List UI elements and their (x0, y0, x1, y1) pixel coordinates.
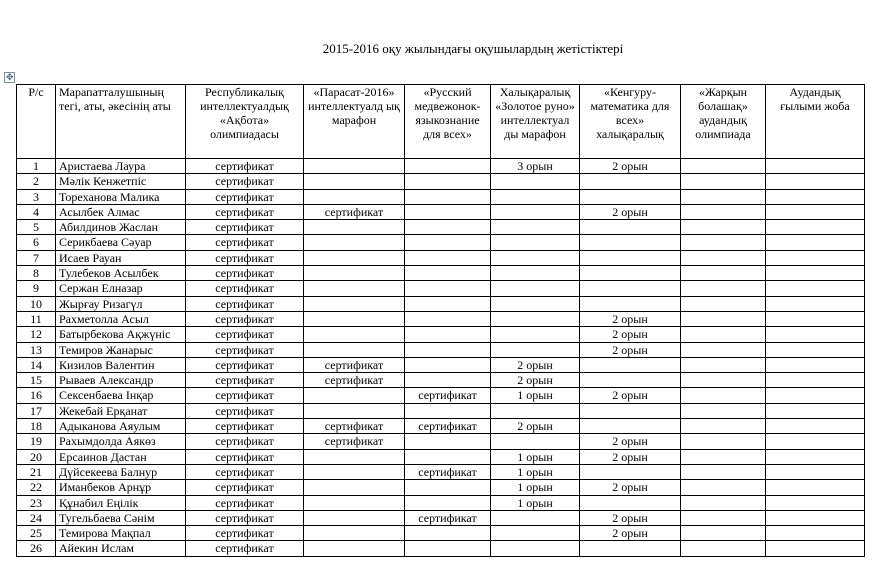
table-row (17, 159, 865, 174)
result-cell (491, 311, 580, 326)
row-number-cell: 2 (17, 174, 56, 189)
result-cell (766, 296, 865, 311)
result-cell (580, 495, 681, 510)
table-row (17, 220, 865, 235)
result-cell: сертификат (304, 204, 405, 219)
student-name-cell: Айекин Ислам (56, 541, 186, 556)
result-cell (580, 419, 681, 434)
student-name-cell: Адыканова Аяулым (56, 419, 186, 434)
row-number-cell: 5 (17, 220, 56, 235)
result-cell: сертификат (186, 342, 304, 357)
table-row (17, 311, 865, 326)
result-cell (766, 449, 865, 464)
table-row (17, 541, 865, 556)
header-cell: «Парасат-2016» интеллектуалд ық марафон (304, 85, 405, 159)
result-cell (766, 159, 865, 174)
result-cell: 1 орын (491, 388, 580, 403)
table-row (17, 327, 865, 342)
student-name-cell: Абилдинов Жаслан (56, 220, 186, 235)
header-cell: Халықаралық «Золотое руно» интеллектуал ды марафон (491, 85, 580, 159)
result-cell (681, 281, 766, 296)
result-cell: 2 орын (580, 311, 681, 326)
result-cell (491, 235, 580, 250)
result-cell: сертификат (304, 419, 405, 434)
result-cell (681, 327, 766, 342)
result-cell: сертификат (186, 174, 304, 189)
row-number-cell: 4 (17, 204, 56, 219)
table-row (17, 526, 865, 541)
result-cell (491, 220, 580, 235)
result-cell (766, 388, 865, 403)
row-number-cell: 3 (17, 189, 56, 204)
result-cell (580, 357, 681, 372)
student-name-cell: Кизилов Валентин (56, 357, 186, 372)
result-cell (491, 434, 580, 449)
result-cell (304, 388, 405, 403)
result-cell (405, 250, 491, 265)
result-cell (405, 373, 491, 388)
result-cell: сертификат (186, 480, 304, 495)
result-cell: сертификат (186, 250, 304, 265)
result-cell: сертификат (186, 281, 304, 296)
result-cell (580, 281, 681, 296)
result-cell (766, 419, 865, 434)
result-cell (766, 357, 865, 372)
result-cell (304, 495, 405, 510)
result-cell (304, 480, 405, 495)
student-name-cell: Жекебай Ерқанат (56, 403, 186, 418)
row-number-cell: 18 (17, 419, 56, 434)
student-name-cell: Рахметолла Асыл (56, 311, 186, 326)
result-cell (304, 266, 405, 281)
result-cell: сертификат (186, 159, 304, 174)
table-row (17, 510, 865, 525)
result-cell (681, 235, 766, 250)
result-cell (405, 403, 491, 418)
result-cell (766, 342, 865, 357)
result-cell (304, 464, 405, 479)
table-row (17, 419, 865, 434)
result-cell (681, 373, 766, 388)
row-number-cell: 20 (17, 449, 56, 464)
result-cell (766, 526, 865, 541)
header-cell: «Кенгуру-математика для всех» халықаралық (580, 85, 681, 159)
row-number-cell: 19 (17, 434, 56, 449)
table-row (17, 266, 865, 281)
result-cell (580, 266, 681, 281)
result-cell (766, 541, 865, 556)
result-cell (405, 434, 491, 449)
result-cell: сертификат (186, 373, 304, 388)
header-cell: Аудандық ғылыми жоба (766, 85, 865, 159)
result-cell (304, 159, 405, 174)
result-cell (681, 419, 766, 434)
row-number-cell: 21 (17, 464, 56, 479)
result-cell: 1 орын (491, 464, 580, 479)
result-cell (304, 403, 405, 418)
result-cell (766, 220, 865, 235)
result-cell (681, 296, 766, 311)
student-name-cell: Тулебеков Асылбек (56, 266, 186, 281)
result-cell (681, 220, 766, 235)
result-cell: сертификат (186, 510, 304, 525)
result-cell: 2 орын (580, 434, 681, 449)
header-cell: Марапатталушының тегі, аты, әкесінің аты (56, 85, 186, 159)
result-cell (405, 296, 491, 311)
table-row (17, 480, 865, 495)
result-cell: сертификат (186, 327, 304, 342)
result-cell (681, 526, 766, 541)
result-cell (405, 204, 491, 219)
result-cell (405, 266, 491, 281)
result-cell: сертификат (186, 541, 304, 556)
result-cell: 2 орын (491, 373, 580, 388)
result-cell (580, 296, 681, 311)
table-row (17, 204, 865, 219)
result-cell (405, 220, 491, 235)
result-cell: 1 орын (491, 449, 580, 464)
result-cell (681, 403, 766, 418)
student-name-cell: Иманбеков Арнұр (56, 480, 186, 495)
result-cell: 2 орын (491, 419, 580, 434)
result-cell: сертификат (186, 266, 304, 281)
table-row (17, 495, 865, 510)
result-cell (405, 327, 491, 342)
result-cell (681, 174, 766, 189)
result-cell (766, 266, 865, 281)
result-cell (304, 296, 405, 311)
result-cell (766, 495, 865, 510)
result-cell (681, 311, 766, 326)
result-cell: сертификат (186, 189, 304, 204)
row-number-cell: 14 (17, 357, 56, 372)
result-cell: сертификат (405, 510, 491, 525)
result-cell: сертификат (186, 495, 304, 510)
row-number-cell: 22 (17, 480, 56, 495)
result-cell: сертификат (186, 434, 304, 449)
student-name-cell: Аристаева Лаура (56, 159, 186, 174)
result-cell: 2 орын (580, 159, 681, 174)
result-cell (681, 266, 766, 281)
result-cell (766, 510, 865, 525)
result-cell: 2 орын (580, 204, 681, 219)
result-cell (491, 204, 580, 219)
result-cell (304, 541, 405, 556)
result-cell (681, 480, 766, 495)
result-cell (681, 388, 766, 403)
row-number-cell: 10 (17, 296, 56, 311)
result-cell: 3 орын (491, 159, 580, 174)
result-cell (405, 311, 491, 326)
student-name-cell: Жырғау Ризагүл (56, 296, 186, 311)
result-cell: 1 орын (491, 495, 580, 510)
row-number-cell: 23 (17, 495, 56, 510)
table-row (17, 357, 865, 372)
student-name-cell: Рахымдолда Аякөз (56, 434, 186, 449)
result-cell (681, 434, 766, 449)
result-cell: сертификат (405, 388, 491, 403)
result-cell (405, 342, 491, 357)
result-cell: 1 орын (491, 480, 580, 495)
table-row (17, 449, 865, 464)
result-cell: сертификат (186, 311, 304, 326)
result-cell: сертификат (186, 526, 304, 541)
result-cell: 2 орын (580, 388, 681, 403)
result-cell (304, 189, 405, 204)
result-cell (766, 281, 865, 296)
row-number-cell: 6 (17, 235, 56, 250)
result-cell (491, 403, 580, 418)
row-number-cell: 13 (17, 342, 56, 357)
result-cell: сертификат (405, 464, 491, 479)
document-title: 2015-2016 оқу жылындағы оқушылардың жетістіктері (322, 41, 624, 56)
result-cell: 2 орын (580, 480, 681, 495)
student-name-cell: Тореханова Малика (56, 189, 186, 204)
table-row (17, 373, 865, 388)
result-cell (681, 342, 766, 357)
result-cell (405, 449, 491, 464)
result-cell (766, 250, 865, 265)
row-number-cell: 26 (17, 541, 56, 556)
result-cell (304, 526, 405, 541)
result-cell: 2 орын (580, 449, 681, 464)
result-cell (491, 174, 580, 189)
result-cell (681, 189, 766, 204)
result-cell (405, 281, 491, 296)
result-cell (766, 373, 865, 388)
result-cell: сертификат (186, 235, 304, 250)
table-row (17, 189, 865, 204)
result-cell: 2 орын (491, 357, 580, 372)
result-cell (766, 403, 865, 418)
result-cell (681, 495, 766, 510)
result-cell (766, 464, 865, 479)
result-cell (766, 235, 865, 250)
table-row (17, 296, 865, 311)
table-row (17, 388, 865, 403)
result-cell (766, 480, 865, 495)
result-cell (304, 281, 405, 296)
result-cell (681, 159, 766, 174)
result-cell (580, 464, 681, 479)
result-cell (491, 510, 580, 525)
student-name-cell: Исаев Рауан (56, 250, 186, 265)
row-number-cell: 24 (17, 510, 56, 525)
header-cell: «Жарқын болашақ» аудандық олимпиада (681, 85, 766, 159)
student-name-cell: Асылбек Алмас (56, 204, 186, 219)
result-cell (580, 403, 681, 418)
result-cell (580, 373, 681, 388)
header-cell: Р/с (17, 85, 56, 159)
table-row (17, 464, 865, 479)
result-cell (580, 235, 681, 250)
table-row (17, 235, 865, 250)
table-row (17, 174, 865, 189)
result-cell (766, 311, 865, 326)
result-cell (405, 541, 491, 556)
result-cell (304, 449, 405, 464)
student-name-cell: Темиров Жанарыс (56, 342, 186, 357)
result-cell (580, 220, 681, 235)
result-cell (491, 296, 580, 311)
row-number-cell: 16 (17, 388, 56, 403)
student-name-cell: Тугельбаева Сәнім (56, 510, 186, 525)
row-number-cell: 9 (17, 281, 56, 296)
result-cell (681, 541, 766, 556)
result-cell (405, 357, 491, 372)
result-cell: сертификат (186, 403, 304, 418)
result-cell (766, 174, 865, 189)
result-cell (681, 204, 766, 219)
result-cell (580, 541, 681, 556)
result-cell (491, 250, 580, 265)
result-cell: сертификат (405, 419, 491, 434)
student-name-cell: Мәлік Кенжетпіс (56, 174, 186, 189)
result-cell: сертификат (304, 357, 405, 372)
result-cell (304, 250, 405, 265)
student-name-cell: Дүйсекеева Балнур (56, 464, 186, 479)
row-number-cell: 7 (17, 250, 56, 265)
result-cell (491, 189, 580, 204)
student-name-cell: Ерсаинов Дастан (56, 449, 186, 464)
result-cell: сертификат (186, 220, 304, 235)
student-name-cell: Темирова Мақпал (56, 526, 186, 541)
result-cell: сертификат (186, 388, 304, 403)
table-row (17, 403, 865, 418)
header-cell: «Русский медвежонок-языкознание для всех» (405, 85, 491, 159)
table-row (17, 434, 865, 449)
result-cell (681, 464, 766, 479)
result-cell (766, 434, 865, 449)
result-cell: сертификат (186, 464, 304, 479)
result-cell: 2 орын (580, 342, 681, 357)
result-cell (405, 495, 491, 510)
result-cell: 2 орын (580, 526, 681, 541)
result-cell (405, 189, 491, 204)
result-cell (491, 526, 580, 541)
result-cell: 2 орын (580, 327, 681, 342)
result-cell: сертификат (186, 419, 304, 434)
result-cell (491, 541, 580, 556)
result-cell (304, 220, 405, 235)
result-cell: сертификат (186, 204, 304, 219)
result-cell: сертификат (186, 357, 304, 372)
row-number-cell: 1 (17, 159, 56, 174)
result-cell (405, 174, 491, 189)
row-number-cell: 8 (17, 266, 56, 281)
result-cell: 2 орын (580, 510, 681, 525)
move-cross-icon[interactable]: ✥ (6, 72, 14, 82)
result-cell (766, 327, 865, 342)
row-number-cell: 11 (17, 311, 56, 326)
row-number-cell: 25 (17, 526, 56, 541)
result-cell (304, 311, 405, 326)
student-name-cell: Құнабил Еңілік (56, 495, 186, 510)
result-cell (304, 342, 405, 357)
result-cell (304, 235, 405, 250)
result-cell (405, 526, 491, 541)
result-cell (681, 357, 766, 372)
result-cell (681, 510, 766, 525)
header-cell: Республикалық интеллектуалдық «Ақбота» олимпиадасы (186, 85, 304, 159)
result-cell (405, 235, 491, 250)
result-cell (681, 250, 766, 265)
student-name-cell: Рываев Александр (56, 373, 186, 388)
result-cell (405, 480, 491, 495)
row-number-cell: 15 (17, 373, 56, 388)
result-cell (491, 327, 580, 342)
result-cell (304, 327, 405, 342)
result-cell (681, 449, 766, 464)
student-name-cell: Сержан Елназар (56, 281, 186, 296)
result-cell (766, 189, 865, 204)
header-row (17, 85, 865, 159)
result-cell (766, 204, 865, 219)
row-number-cell: 12 (17, 327, 56, 342)
table-row (17, 281, 865, 296)
row-number-cell: 17 (17, 403, 56, 418)
result-cell (304, 510, 405, 525)
student-name-cell: Серикбаева Сәуар (56, 235, 186, 250)
student-name-cell: Батырбекова Ақжүніс (56, 327, 186, 342)
result-cell (405, 159, 491, 174)
result-cell (580, 250, 681, 265)
result-cell (580, 189, 681, 204)
result-cell: сертификат (186, 449, 304, 464)
result-cell: сертификат (304, 434, 405, 449)
table-row (17, 342, 865, 357)
result-cell: сертификат (304, 373, 405, 388)
result-cell: сертификат (186, 296, 304, 311)
result-cell (491, 266, 580, 281)
student-name-cell: Сексенбаева Інқар (56, 388, 186, 403)
result-cell (304, 174, 405, 189)
table-row (17, 250, 865, 265)
result-cell (580, 174, 681, 189)
result-cell (491, 281, 580, 296)
achievements-table (16, 84, 865, 557)
result-cell (491, 342, 580, 357)
